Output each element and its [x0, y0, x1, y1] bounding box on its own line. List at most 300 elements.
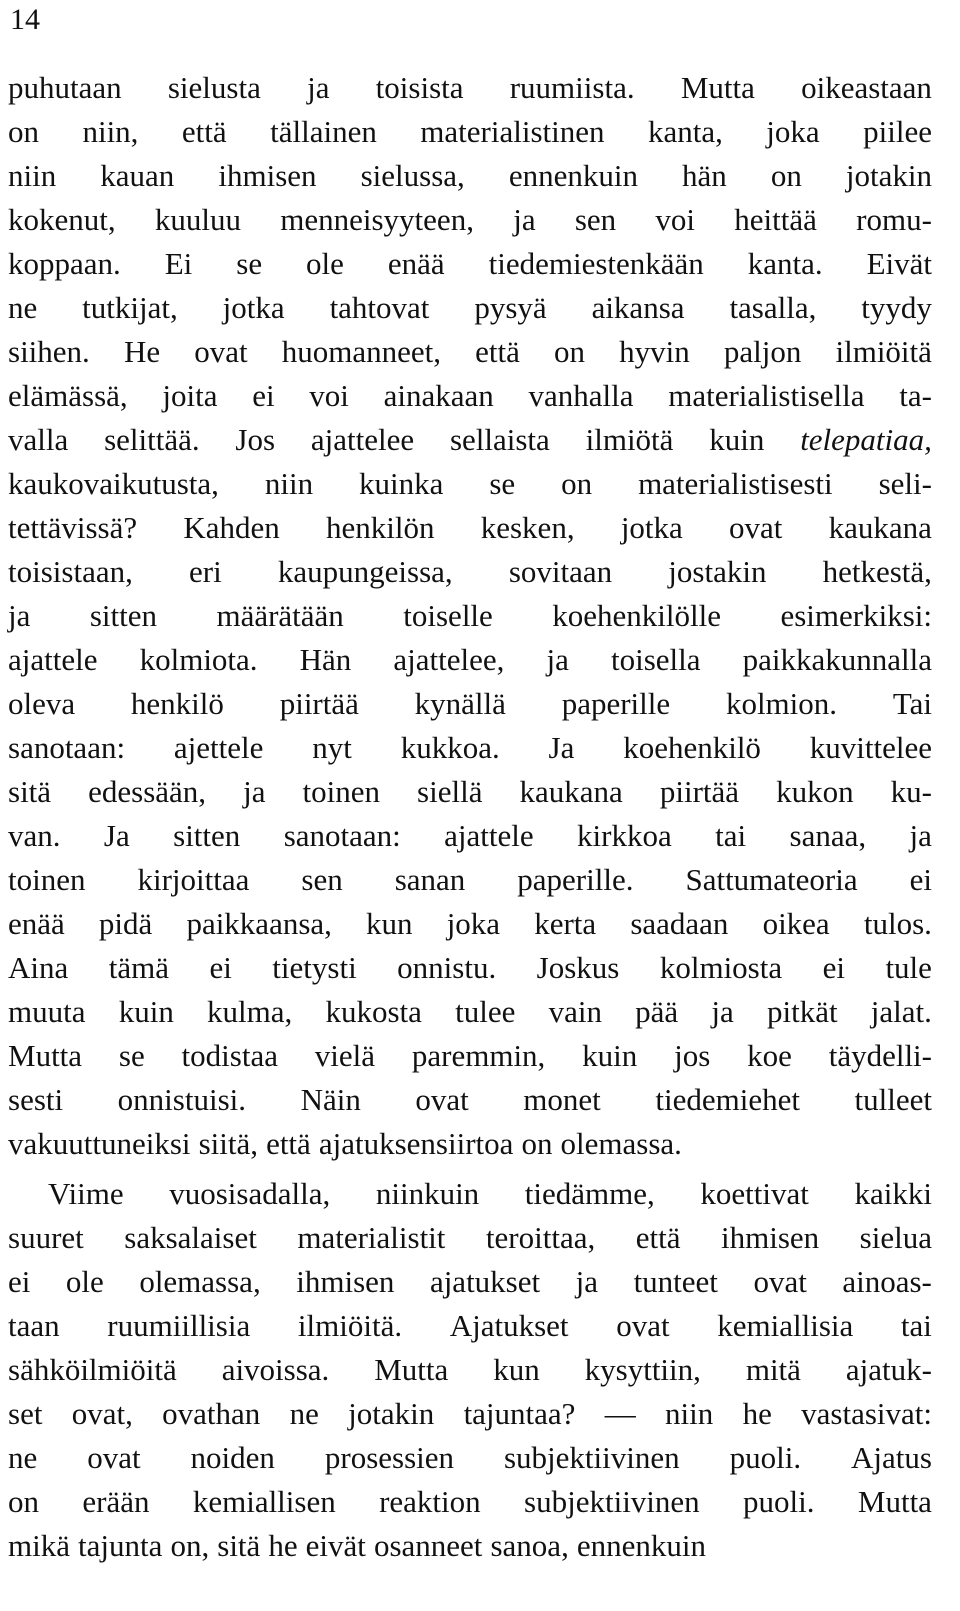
word: että [635, 1220, 681, 1255]
word: selittää. [104, 422, 200, 457]
text-line [8, 1524, 932, 1568]
word: kuinka [359, 466, 444, 501]
word: muuta [8, 994, 86, 1029]
word: kuin [709, 422, 765, 457]
word: Jos [235, 422, 276, 457]
paragraph-2 [8, 1172, 932, 1568]
word: piirtää [659, 774, 740, 809]
word: paikkakunnalla [742, 642, 932, 677]
word: vielä [314, 1038, 376, 1073]
word: ole [65, 1264, 104, 1299]
word: kaupungeissa, [277, 554, 453, 589]
word: ihmisen [218, 158, 317, 193]
word: jotakin [845, 158, 932, 193]
word: pitkät [766, 994, 838, 1029]
word: ku- [890, 774, 932, 809]
word: sovitaan [508, 554, 613, 589]
word: ne [8, 290, 38, 325]
word: paikkaansa, [186, 906, 332, 941]
word: kun [493, 1352, 540, 1387]
text-line [8, 418, 932, 462]
word: kaikki [854, 1176, 932, 1211]
word: sitä [217, 1528, 261, 1563]
word: toisista [375, 70, 464, 105]
word: Mutta [374, 1352, 449, 1387]
word: heittää [734, 202, 817, 237]
word: vain [548, 994, 602, 1029]
text-line [8, 1480, 932, 1524]
word: Kahden [183, 510, 280, 545]
word: on [770, 158, 802, 193]
text-line [8, 594, 932, 638]
word: voi [655, 202, 696, 237]
word: ovat [753, 1264, 807, 1299]
word: kukon [776, 774, 854, 809]
word: hetkestä, [822, 554, 932, 589]
word: niin [665, 1396, 714, 1431]
word: Viime [48, 1176, 124, 1211]
word: He [123, 334, 161, 369]
word: se [118, 1038, 145, 1073]
word: todistaa [181, 1038, 278, 1073]
text-line [8, 990, 932, 1034]
word: ei [822, 950, 845, 985]
word: henkilö [130, 686, 224, 721]
word: enää [8, 906, 65, 941]
word: koettivat [700, 1176, 809, 1211]
word: he [742, 1396, 772, 1431]
page-number: 14 [10, 3, 40, 36]
word: ovat [729, 510, 783, 545]
text-line [8, 1348, 932, 1392]
word: jotakin [348, 1396, 435, 1431]
word: ilmiötä [585, 422, 674, 457]
word: prosessien [324, 1440, 455, 1475]
word: puhutaan [8, 70, 122, 105]
word: jotka [222, 290, 285, 325]
word: ja [909, 818, 932, 853]
word: sielusta [167, 70, 261, 105]
word: ovat [415, 1082, 469, 1117]
text-line [8, 1260, 932, 1304]
word: ennenkuin [576, 1528, 707, 1563]
word: kemiallisen [192, 1484, 336, 1519]
text-line [8, 330, 932, 374]
word: ajattelee [310, 422, 415, 457]
word: vanhalla [528, 378, 634, 413]
word: erään [82, 1484, 150, 1519]
word: niin, [82, 114, 139, 149]
word: niinkuin [375, 1176, 480, 1211]
word: hyvin [619, 334, 690, 369]
word: tulee [455, 994, 516, 1029]
word: mitä [745, 1352, 801, 1387]
word: ennenkuin [508, 158, 638, 193]
word: kukkoa. [400, 730, 500, 765]
word: joka [446, 906, 501, 941]
word: toisella [610, 642, 701, 677]
word: sen [301, 862, 343, 897]
text-line [8, 902, 932, 946]
word: sielua [859, 1220, 932, 1255]
word: Ja [548, 730, 575, 765]
word: tajuntaa? [463, 1396, 576, 1431]
word: piirtää [279, 686, 359, 721]
word: sanotaan: [283, 818, 401, 853]
word: noiden [190, 1440, 275, 1475]
word: on [561, 466, 593, 501]
word: materialistisella [668, 378, 865, 413]
word: kuvittelee [809, 730, 932, 765]
word: Mutta [8, 1038, 83, 1073]
word: ja [8, 598, 31, 633]
word: täydelli- [828, 1038, 932, 1073]
word: sellaista [449, 422, 550, 457]
word: kolmiota. [139, 642, 258, 677]
word: ja [575, 1264, 599, 1299]
text-line [8, 1216, 932, 1260]
word: kaukovaikutusta, [8, 466, 219, 501]
word: ainoas- [842, 1264, 932, 1299]
word: siihen. [8, 334, 90, 369]
word: niin [8, 158, 57, 193]
word: sen [574, 202, 617, 237]
word: enää [387, 246, 445, 281]
text-line [8, 242, 932, 286]
word: jalat. [870, 994, 932, 1029]
word: toinen [302, 774, 380, 809]
word: tiedemiestenkään [488, 246, 704, 281]
text-line [8, 770, 932, 814]
word: siellä [417, 774, 483, 809]
word: ruumiillisia [107, 1308, 251, 1343]
word: ja [307, 70, 330, 105]
text-line [8, 506, 932, 550]
word: — [604, 1396, 636, 1431]
word: ajettele [173, 730, 264, 765]
word: huomanneet, [281, 334, 441, 369]
word: kun [366, 906, 413, 941]
word: teroittaa, [485, 1220, 596, 1255]
word: tai [715, 818, 747, 853]
word: ja [243, 774, 266, 809]
word: vuosisadalla, [169, 1176, 331, 1211]
word: joka [766, 114, 820, 149]
word: subjektiivinen [503, 1440, 680, 1475]
word: kokenut, [8, 202, 116, 237]
word: voi [309, 378, 349, 413]
text-line [8, 110, 932, 154]
paragraph-1 [8, 66, 932, 1166]
text-line [8, 946, 932, 990]
word: tunteet [633, 1264, 718, 1299]
word: tettävissä? [8, 510, 138, 545]
word: oikea [762, 906, 830, 941]
word: ilmiöitä [835, 334, 932, 369]
word: onnistuisi. [117, 1082, 247, 1117]
word: kemiallisia [717, 1308, 854, 1343]
word: ihmisen [296, 1264, 395, 1299]
word: menneisyyteen, [280, 202, 474, 237]
word: ovat, [71, 1396, 133, 1431]
word: kysyttiin, [584, 1352, 701, 1387]
word: jotka [620, 510, 683, 545]
word: tulleet [854, 1082, 932, 1117]
word: ta- [899, 378, 932, 413]
word: Mutta [857, 1484, 932, 1519]
word: että [266, 1126, 311, 1161]
word: pysyä [474, 290, 547, 325]
word: seli- [878, 466, 932, 501]
word: on [8, 1484, 39, 1519]
word: Näin [300, 1082, 361, 1117]
word: sielussa, [360, 158, 465, 193]
word: on, [170, 1528, 210, 1563]
word: että [475, 334, 520, 369]
word: kuin [118, 994, 174, 1029]
word: kaukana [519, 774, 623, 809]
word: tyydy [861, 290, 932, 325]
word: sanoa, [490, 1528, 569, 1563]
word: Tai [892, 686, 932, 721]
text-line [8, 1304, 932, 1348]
text-line [8, 1078, 932, 1122]
word: se [236, 246, 263, 281]
word: on [521, 1126, 553, 1161]
text-line [8, 814, 932, 858]
text-line [8, 286, 932, 330]
word: osanneet [373, 1528, 483, 1563]
word: tiedemiehet [655, 1082, 800, 1117]
word: tule [885, 950, 932, 985]
word: ei [252, 378, 275, 413]
word: että [181, 114, 227, 149]
word: se [489, 466, 516, 501]
word: siitä, [198, 1126, 259, 1161]
word: on [8, 114, 39, 149]
word: sanotaan: [8, 730, 126, 765]
word: jostakin [668, 554, 767, 589]
word: vastasivat: [801, 1396, 932, 1431]
word: koppaan. [8, 246, 121, 281]
text-line [8, 638, 932, 682]
word: kolmiosta [659, 950, 783, 985]
word: on [553, 334, 585, 369]
word: materialistisesti [638, 466, 833, 501]
word: Eivät [866, 246, 932, 281]
word: pidä [98, 906, 153, 941]
word: ajatuksensiirtoa [318, 1126, 514, 1161]
word: paperille. [517, 862, 634, 897]
word: onnistu. [397, 950, 497, 985]
word: Sattumateoria [685, 862, 858, 897]
word: piilee [863, 114, 932, 149]
word: materialistit [297, 1220, 446, 1255]
word: ajattele [444, 818, 534, 853]
word: sanan [394, 862, 466, 897]
word: ilmiöitä. [297, 1308, 403, 1343]
text-line [8, 858, 932, 902]
word: reaktion [379, 1484, 481, 1519]
word: koe [747, 1038, 792, 1073]
word: kerta [534, 906, 597, 941]
word: ajatukset [429, 1264, 541, 1299]
word: sanaa, [789, 818, 867, 853]
word: kuuluu [154, 202, 241, 237]
word: Hän [299, 642, 352, 677]
text-line [8, 1436, 932, 1480]
word: aikansa [591, 290, 685, 325]
word: ei [8, 1264, 31, 1299]
word: tämä [108, 950, 169, 985]
word: pää [635, 994, 679, 1029]
word: henkilön [326, 510, 435, 545]
word: kanta. [747, 246, 823, 281]
word: kaukana [828, 510, 932, 545]
word: oleva [8, 686, 76, 721]
text-line [8, 198, 932, 242]
word: määrätään [216, 598, 344, 633]
text-line [8, 66, 932, 110]
word: ne [289, 1396, 319, 1431]
word: ne [8, 1440, 38, 1475]
word: toisistaan, [8, 554, 133, 589]
word: tahtovat [329, 290, 430, 325]
word: ajattelee, [393, 642, 505, 677]
text-line [8, 682, 932, 726]
word: ihmisen [720, 1220, 820, 1255]
word: tällainen [270, 114, 377, 149]
word: telepatiaa, [800, 422, 932, 457]
text-line [8, 1172, 932, 1216]
word: kuin [582, 1038, 638, 1073]
word: ovathan [162, 1396, 261, 1431]
word: romu- [856, 202, 932, 237]
word: ajattele [8, 642, 98, 677]
word: kauan [100, 158, 175, 193]
word: tiedämme, [524, 1176, 655, 1211]
word: hän [682, 158, 727, 193]
word: oikeastaan [801, 70, 932, 105]
word: tutkijat, [82, 290, 178, 325]
word: olemassa. [560, 1126, 682, 1161]
text-line [8, 726, 932, 770]
text-line [8, 154, 932, 198]
word: aivoissa. [221, 1352, 330, 1387]
word: toinen [8, 862, 86, 897]
word: niin [264, 466, 314, 501]
text-line [8, 1034, 932, 1078]
word: puoli. [729, 1440, 802, 1475]
word: ovat [194, 334, 248, 369]
word: koehenkilö [623, 730, 761, 765]
word: ainakaan [383, 378, 494, 413]
word: elämässä, [8, 378, 128, 413]
word: sesti [8, 1082, 64, 1117]
word: sitä [8, 774, 52, 809]
word: Ja [103, 818, 130, 853]
word: tietysti [272, 950, 357, 985]
word: jos [674, 1038, 711, 1073]
word: kesken, [480, 510, 575, 545]
word: joita [162, 378, 218, 413]
word: kanta, [647, 114, 723, 149]
word: suuret [8, 1220, 84, 1255]
text-line [8, 1122, 932, 1166]
word: kukosta [325, 994, 422, 1029]
word: olemassa, [139, 1264, 261, 1299]
word: sitten [173, 818, 241, 853]
word: kirkkoa [577, 818, 672, 853]
word: nyt [312, 730, 352, 765]
word: subjektiivinen [524, 1484, 700, 1519]
word: Mutta [680, 70, 755, 105]
word: tai [900, 1308, 932, 1343]
word: he [268, 1528, 298, 1563]
word: ovat [87, 1440, 141, 1475]
word: puoli. [743, 1484, 815, 1519]
word: ei [909, 862, 932, 897]
word: paperille [561, 686, 671, 721]
word: kynällä [414, 686, 506, 721]
text-line [8, 462, 932, 506]
word: set [8, 1396, 43, 1431]
text-line [8, 1392, 932, 1436]
word: materialistinen [420, 114, 605, 149]
word: kirjoittaa [137, 862, 250, 897]
word: ja [546, 642, 569, 677]
word: esimerkiksi: [780, 598, 932, 633]
word: mikä [8, 1528, 70, 1563]
word: valla [8, 422, 69, 457]
word: ei [209, 950, 232, 985]
word: paljon [723, 334, 802, 369]
word: koehenkilölle [552, 598, 721, 633]
word: kulma, [207, 994, 293, 1029]
word: sähköilmiöitä [8, 1352, 177, 1387]
word: monet [523, 1082, 601, 1117]
word: ovat [616, 1308, 670, 1343]
word: eri [189, 554, 222, 589]
word: tulos. [863, 906, 932, 941]
word: kolmion. [725, 686, 838, 721]
word: vakuuttuneiksi [8, 1126, 191, 1161]
word: saksalaiset [124, 1220, 257, 1255]
word: Ei [164, 246, 193, 281]
word: edessään, [88, 774, 207, 809]
word: Joskus [536, 950, 620, 985]
word: Ajatus [851, 1440, 932, 1475]
word: ajatuk- [845, 1352, 932, 1387]
word: tajunta [78, 1528, 163, 1563]
text-line [8, 550, 932, 594]
word: ruumiista. [509, 70, 635, 105]
word: paremmin, [411, 1038, 546, 1073]
word: Aina [8, 950, 69, 985]
word: ja [711, 994, 734, 1029]
word: Ajatukset [449, 1308, 569, 1343]
text-line [8, 374, 932, 418]
word: sitten [89, 598, 157, 633]
word: tasalla, [729, 290, 817, 325]
word: ole [306, 246, 344, 281]
word: saadaan [630, 906, 729, 941]
word: eivät [305, 1528, 366, 1563]
word: van. [8, 818, 61, 853]
word: toiselle [403, 598, 493, 633]
word: ja [513, 202, 536, 237]
word: taan [8, 1308, 60, 1343]
